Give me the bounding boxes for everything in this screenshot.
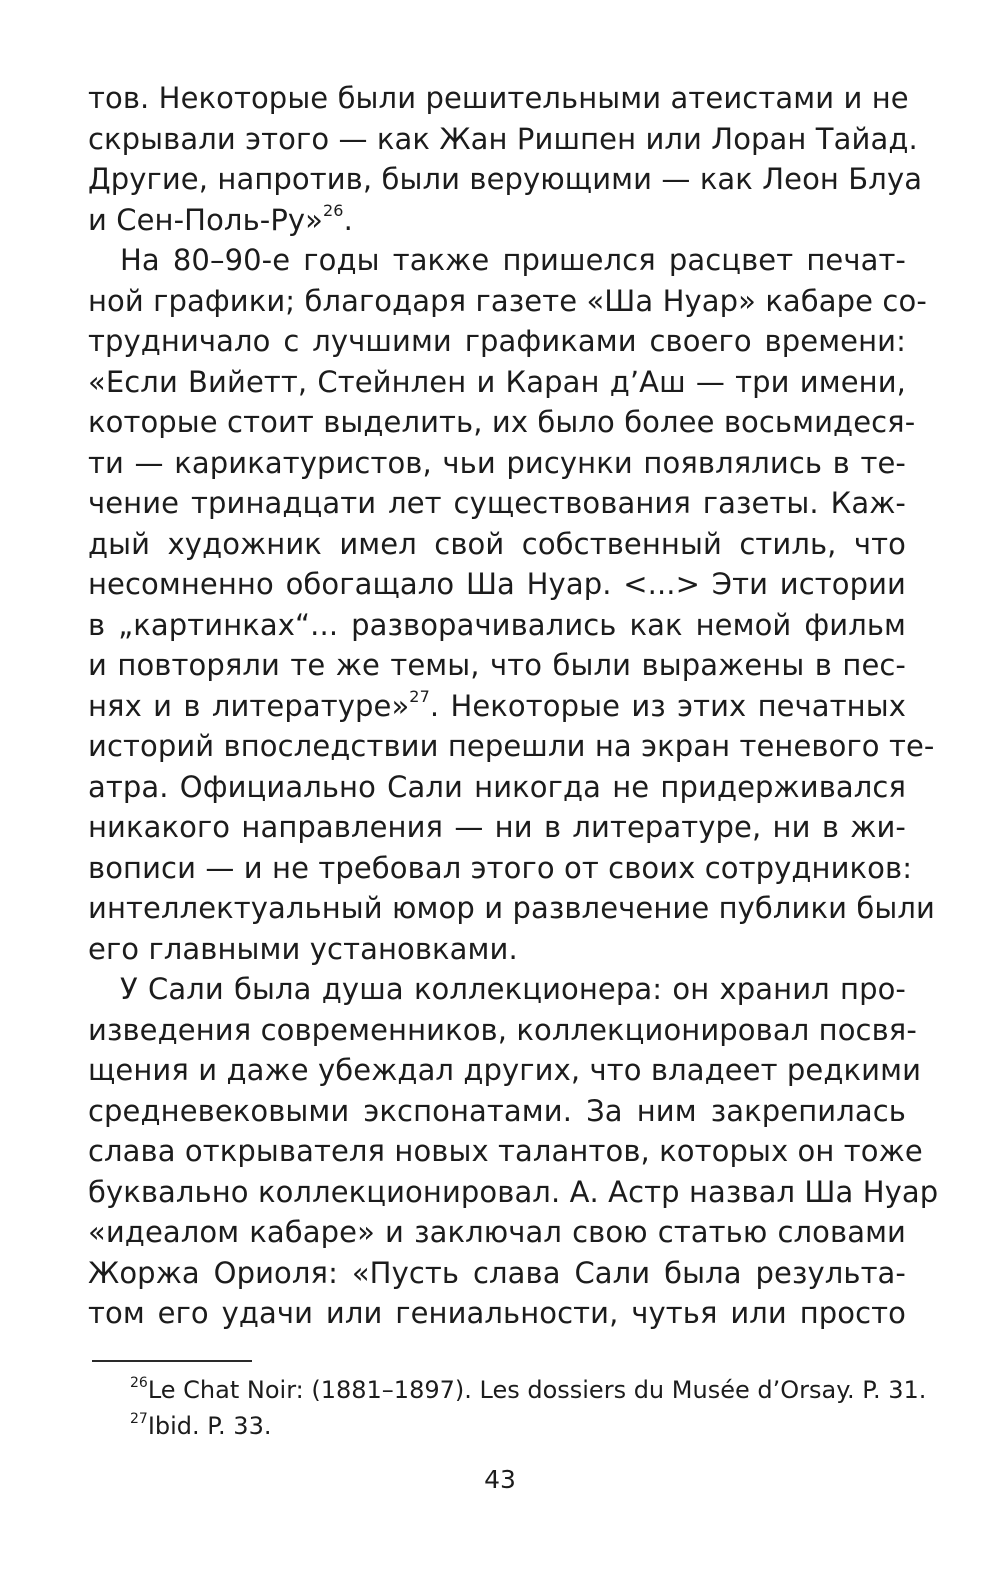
text-line: и повторяли те же темы, что были выражены в пес- [88, 648, 906, 682]
text-line: ти — карикатуристов, чьи рисунки появлялись в те- [88, 445, 906, 480]
footnote-text: Le Chat Noir: (1881–1897). Les dossiers du Musée d’Orsay. P. 31. [147, 1376, 927, 1404]
text-line: буквально коллекционировал. А. Астр назвал Ша Нуар [88, 1174, 939, 1209]
footnote-reference: 26 [323, 200, 344, 220]
text-line: чение тринадцати лет существования газеты. Каж- [88, 486, 906, 520]
text-line: изведения современников, коллекционировал посвя- [88, 1012, 917, 1047]
text-fragment: . [343, 202, 353, 237]
text-line [88, 686, 906, 727]
text-line: атра. Официально Сали никогда не придерживался [88, 769, 906, 804]
footnote [130, 1372, 927, 1408]
text-line: На 80–90-е годы также пришелся расцвет печат- [120, 243, 906, 277]
footnote-mark: 27 [130, 1411, 148, 1427]
text-line: том его удачи или гениальности, чутья или просто [88, 1296, 906, 1330]
text-line: интеллектуальный юмор и развлечение публики были [88, 891, 935, 925]
text-line: средневековыми экспонатами. За ним закрепилась [88, 1093, 906, 1128]
text-line: несомненно обогащало Ша Нуар. <...> Эти истории [88, 567, 906, 601]
footnote-divider [92, 1360, 252, 1362]
text-line: вописи — и не требовал этого от своих сотрудников: [88, 850, 913, 885]
text-line: Жоржа Ориоля: «Пусть слава Сали была результа- [88, 1255, 906, 1290]
text-line: его главными установками. [88, 931, 518, 966]
text-line: Другие, напротив, были верующими — как Леон Блуа [88, 162, 923, 196]
text-line: которые стоит выделить, их было более восьмидеся- [88, 405, 916, 439]
text-line: никакого направления — ни в литературе, ни в жи- [88, 810, 906, 844]
footnote-mark: 26 [130, 1375, 148, 1391]
text-line: «идеалом кабаре» и заключал свою статью словами [88, 1215, 906, 1249]
text-fragment: нях и в литературе» [88, 688, 410, 723]
text-fragment: . Некоторые из этих печатных [429, 688, 906, 723]
footnotes [130, 1372, 927, 1444]
text-line: щения и даже убеждал других, что владеет редкими [88, 1053, 922, 1087]
text-line: слава открывателя новых талантов, которых он тоже [88, 1134, 923, 1168]
text-line [88, 200, 906, 241]
main-text [88, 78, 939, 1334]
text-line: скрывали этого — как Жан Ришпен или Лоран Тайад. [88, 121, 918, 156]
text-line: трудничало с лучшими графиками своего времени: [88, 324, 906, 358]
text-line: дый художник имел свой собственный стиль, что [88, 526, 906, 561]
text-line: в „картинках“... разворачивались как немой фильм [88, 607, 906, 642]
text-line: У Сали была душа коллекционера: он хранил про- [120, 972, 906, 1006]
text-line: тов. Некоторые были решительными атеистами и не [88, 81, 909, 115]
footnote [130, 1408, 910, 1444]
footnote-text: Ibid. P. 33. [147, 1412, 272, 1440]
page-number: 43 [484, 1465, 516, 1494]
footnote-reference: 27 [409, 686, 430, 706]
text-line: историй впоследствии перешли на экран теневого те- [88, 729, 935, 763]
text-line: ной графики; благодаря газете «Ша Нуар» кабаре со- [88, 283, 927, 318]
text-fragment: и Сен-Поль-Ру» [88, 202, 324, 237]
text-line: «Если Вийетт, Стейнлен и Каран д’Аш — три имени, [88, 364, 906, 399]
